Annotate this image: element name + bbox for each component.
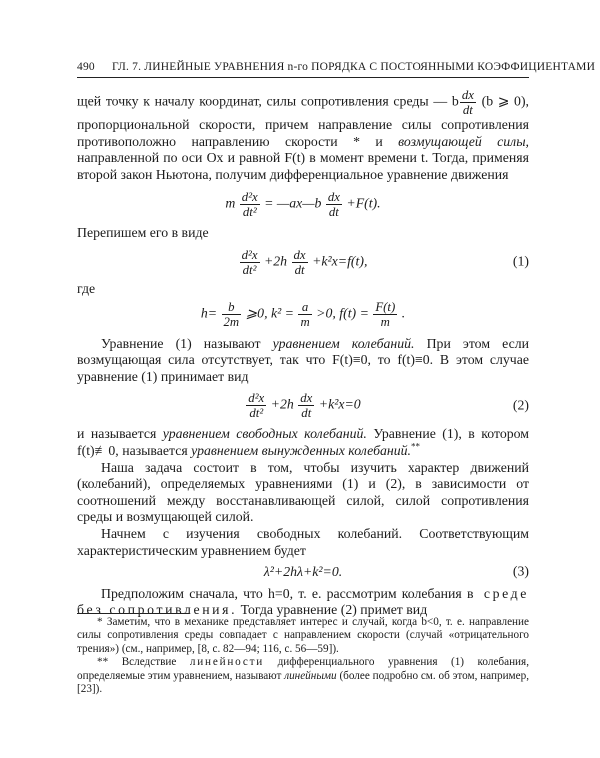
- fraction-denominator: dt²: [240, 262, 260, 277]
- fraction-denominator: dt: [292, 262, 308, 277]
- math-span: — b: [433, 93, 459, 109]
- footnotes: [77, 616, 529, 696]
- fraction-F-m: [373, 300, 397, 329]
- fraction-dx-dt: [298, 391, 314, 420]
- running-title: ГЛ. 7. ЛИНЕЙНЫЕ УРАВНЕНИЯ n-го ПОРЯДКА С ПОСТОЯННЫМИ КОЭФФИЦИЕНТАМИ: [112, 61, 596, 73]
- fraction-numerator: dx: [293, 247, 306, 262]
- fraction-denominator: dt²: [246, 405, 266, 420]
- emphasis-disturbing-force: возмущающей силы,: [398, 133, 529, 149]
- fraction-numerator: dx: [461, 88, 474, 102]
- math-span: .: [401, 305, 406, 321]
- fraction-denominator: m: [300, 314, 310, 329]
- fraction-denominator: dt: [298, 405, 314, 420]
- math-span: +k²x=0: [318, 397, 361, 413]
- fraction-numerator: a: [301, 299, 309, 314]
- text-span: Уравнение (1) называют: [101, 335, 273, 351]
- paragraph-motion-setup: [77, 88, 529, 183]
- math-span: h=: [200, 305, 218, 321]
- text-span: щей точку к началу координат, силы сопротивления среды: [77, 93, 429, 109]
- spaced-emphasis: линейности: [189, 656, 265, 669]
- equation-definitions: [77, 300, 529, 329]
- main-text: [77, 88, 529, 619]
- text-span: и называется: [77, 426, 163, 442]
- footnote-1: * Заметим, что в механике представляет интерес и случай, когда b<0, т. е. направление силы сопротивления среды совпадает с направлением скорости (случай «отрицательного трения») (см., например, [8, с. 82—94; 116, с. 56—59]).: [77, 616, 529, 655]
- math-span: ⩾0, k² =: [245, 305, 294, 321]
- text-span: (b ⩾ 0), пропорциональной скорости, причем направление силы сопротивления противоположно направлению скорости: [77, 93, 530, 149]
- fraction-numerator: b: [228, 299, 235, 314]
- fraction-d2x-dt2: [246, 391, 266, 420]
- paragraph-task: Наша задача состоит в том, чтобы изучить характер движений (колебаний), определяемых уравнениями (1) и (2), в зависимости от соотношений между восстанавливающей силой, силой сопротивления среды и возмущающей силой.: [77, 459, 529, 525]
- fraction-numerator: F(t): [375, 299, 396, 314]
- text-span: Тогда уравнение (2) примет вид: [237, 602, 428, 618]
- math-span: >0, f(t) =: [316, 305, 369, 321]
- math-span: = —ax—b: [264, 196, 322, 212]
- footnote-marker: **: [411, 441, 420, 452]
- fraction-denominator: dt²: [240, 204, 260, 219]
- equation-2: [77, 391, 529, 420]
- fraction-d2x-dt2: [240, 248, 260, 277]
- fraction-d2x-dt2: [240, 190, 260, 219]
- math-span: λ²+2hλ+k²=0.: [263, 564, 343, 580]
- fraction-numerator: d²x: [241, 190, 258, 205]
- paragraph-oscillation-equation: [77, 336, 529, 386]
- fraction-dx-dt: [292, 248, 308, 277]
- equation-newton: [77, 190, 529, 219]
- text-span: ** Вследствие: [97, 656, 190, 669]
- page-number: 490: [77, 61, 95, 73]
- fraction-numerator: d²x: [248, 391, 265, 406]
- fraction-numerator: d²x: [241, 247, 258, 262]
- footnote-marker: * и: [337, 133, 399, 149]
- emphasis-linear: линейными: [284, 669, 337, 682]
- text-span: При этом если возмущающая сила отсутствует, так что F(t)≡0, то f(t)≡0. В этом случае уравнение (1) принимает вид: [77, 335, 529, 384]
- paragraph-characteristic: Начнем с изучения свободных колебаний. Соответствующим характеристическим уравнением будет: [77, 525, 529, 558]
- emphasis-oscillation-equation: уравнением колебаний.: [272, 335, 415, 351]
- emphasis-free-oscillations: уравнением свободных колебаний.: [162, 426, 367, 442]
- equation-number: (1): [512, 254, 529, 270]
- fraction-denominator: dt: [460, 102, 476, 117]
- math-span: +F(t).: [346, 196, 381, 212]
- text-span: (более подробно см. об этом, например, [23]).: [77, 669, 529, 696]
- equation-1: [77, 248, 529, 277]
- fraction-denominator: 2m: [223, 314, 240, 329]
- equation-3: [77, 564, 529, 581]
- fraction-denominator: m: [373, 314, 397, 329]
- math-span: m: [225, 196, 236, 212]
- text-span: Предположим сначала, что h=0, т. е. рассмотрим колебания: [101, 585, 467, 601]
- text-span: направленной по оси Ox и равной F(t) в момент времени t. Тогда, применяя второй закон Ньютона, получим дифференциальное уравнение движения: [77, 150, 529, 182]
- fraction-a-m: [298, 300, 311, 329]
- math-span: +2h: [263, 253, 288, 269]
- text-span: дифференциального уравнения (1) колебания, определяемые этим уравнением, называют: [77, 656, 529, 682]
- footnote-2: [77, 656, 529, 696]
- equation-number: (2): [512, 397, 529, 413]
- equation-number: (3): [512, 564, 529, 580]
- emphasis-forced-oscillations: уравнением вынужденных колебаний.: [191, 442, 411, 458]
- fraction-dx-dt: [460, 88, 476, 117]
- paragraph-rewrite: Перепишем его в виде: [77, 225, 209, 241]
- footnote-rule: [77, 613, 189, 614]
- math-span: +2h: [270, 397, 294, 413]
- fraction-b-2m: [222, 300, 242, 329]
- fraction-numerator: dx: [300, 391, 313, 406]
- fraction-dx-dt: [326, 190, 342, 219]
- fraction-denominator: dt: [326, 204, 342, 219]
- spaced-emphasis: в среде без сопротивления.: [77, 585, 529, 618]
- text-span: Уравнение (1), в котором f(t)≢0, называется: [77, 426, 529, 458]
- paragraph-where: где: [77, 280, 96, 296]
- math-span: +k²x=f(t),: [312, 253, 368, 269]
- header-rule: [77, 77, 529, 78]
- paragraph-free-forced: [77, 426, 529, 459]
- fraction-numerator: dx: [327, 190, 340, 205]
